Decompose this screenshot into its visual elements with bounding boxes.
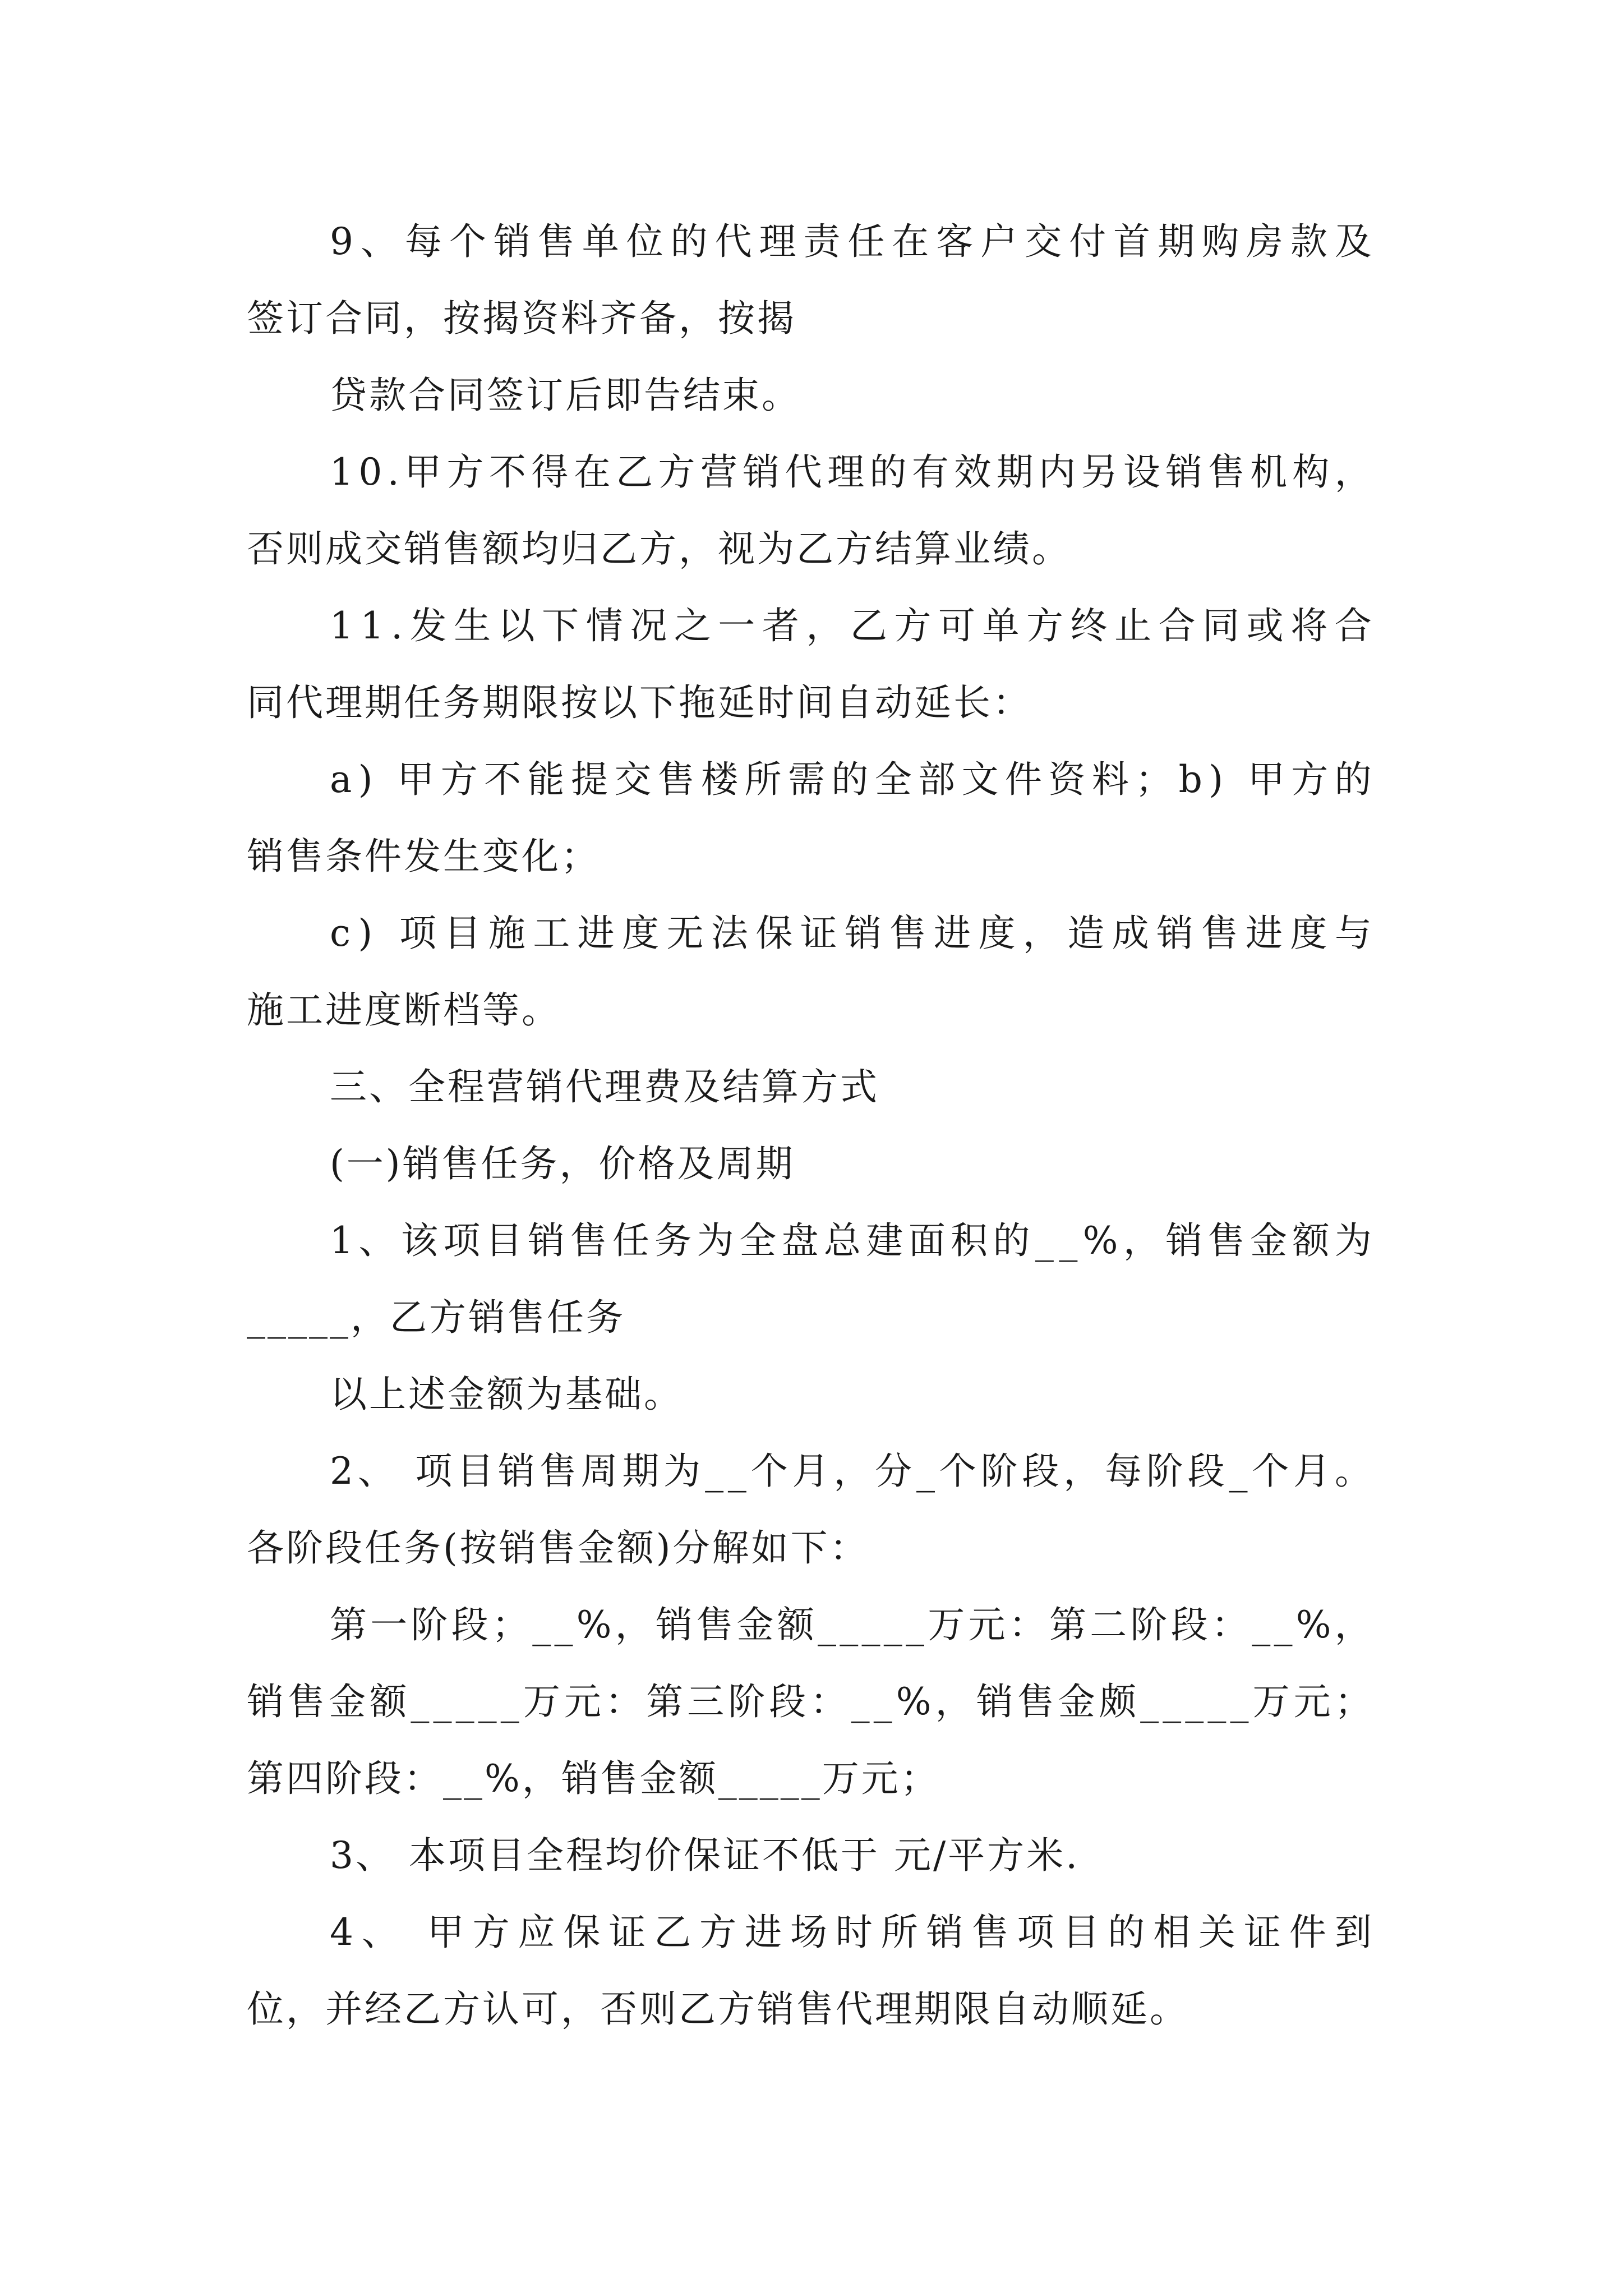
text-line: 以上述金额为基础。 xyxy=(330,1373,683,1416)
text-line: 否则成交销售额均归乙方，视为乙方结算业绩。 xyxy=(247,527,1071,570)
text-line: 第四阶段：__%，销售金额_____万元； xyxy=(247,1757,940,1800)
text-line: _____，乙方销售任务 xyxy=(247,1296,625,1339)
text-line: 施工进度断档等。 xyxy=(247,988,561,1032)
text-line: 1 、 该 项 目 销 售 任 务 为 全 盘 总 建 面 积 的 _ _ % ， 销 售 金 额 为 xyxy=(330,1219,1374,1262)
subsection-heading: (一)销售任务，价格及周期 xyxy=(330,1142,795,1185)
text-line: 2 、 项 目 销 售 周 期 为 _ _ 个 月 ， 分 _ 个 阶 段 ， 每 阶 段 _ 个 月 。 xyxy=(330,1450,1374,1493)
text-line: 各阶段任务(按销售金额)分解如下： xyxy=(247,1526,869,1570)
text-line: 4 、 甲 方 应 保 证 乙 方 进 场 时 所 销 售 项 目 的 相 关 证 件 到 xyxy=(330,1911,1374,1954)
text-line: a ) 甲 方 不 能 提 交 售 楼 所 需 的 全 部 文 件 资 料 ； b ) 甲 方 的 xyxy=(330,758,1374,801)
text-line: 1 1 . 发 生 以 下 情 况 之 一 者 ， 乙 方 可 单 方 终 止 合 同 或 将 合 xyxy=(330,604,1374,647)
section-heading: 三、全程营销代理费及结算方式 xyxy=(330,1065,879,1108)
text-line: 贷款合同签订后即告结束。 xyxy=(330,374,801,417)
text-line: 第 一 阶 段 ； _ _ % ， 销 售 金 额 _ _ _ _ _ 万 元 ： 第 二 阶 段 ： _ _ % ， xyxy=(330,1603,1374,1646)
text-line: 位，并经乙方认可，否则乙方销售代理期限自动顺延。 xyxy=(247,1987,1189,2031)
text-line: 销 售 金 额 _ _ _ _ _ 万 元 ： 第 三 阶 段 ： _ _ % ， 销 售 金 颇 _ _ _ _ _ 万 元 ； xyxy=(247,1680,1374,1723)
text-line: 签订合同，按揭资料齐备，按揭 xyxy=(247,297,796,340)
text-line: c ) 项 目 施 工 进 度 无 法 保 证 销 售 进 度 ， 造 成 销 售 进 度 与 xyxy=(330,912,1374,955)
text-line: 1 0 . 甲 方 不 得 在 乙 方 营 销 代 理 的 有 效 期 内 另 设 销 售 机 构 ， xyxy=(330,450,1374,494)
text-line: 同代理期任务期限按以下拖延时间自动延长： xyxy=(247,681,1032,724)
text-line: 9 、 每 个 销 售 单 位 的 代 理 责 任 在 客 户 交 付 首 期 购 房 款 及 xyxy=(330,220,1374,263)
text-line: 销售条件发生变化； xyxy=(247,835,600,878)
text-line: 3、 本项目全程均价保证不低于 元/平方米. xyxy=(330,1834,1080,1877)
